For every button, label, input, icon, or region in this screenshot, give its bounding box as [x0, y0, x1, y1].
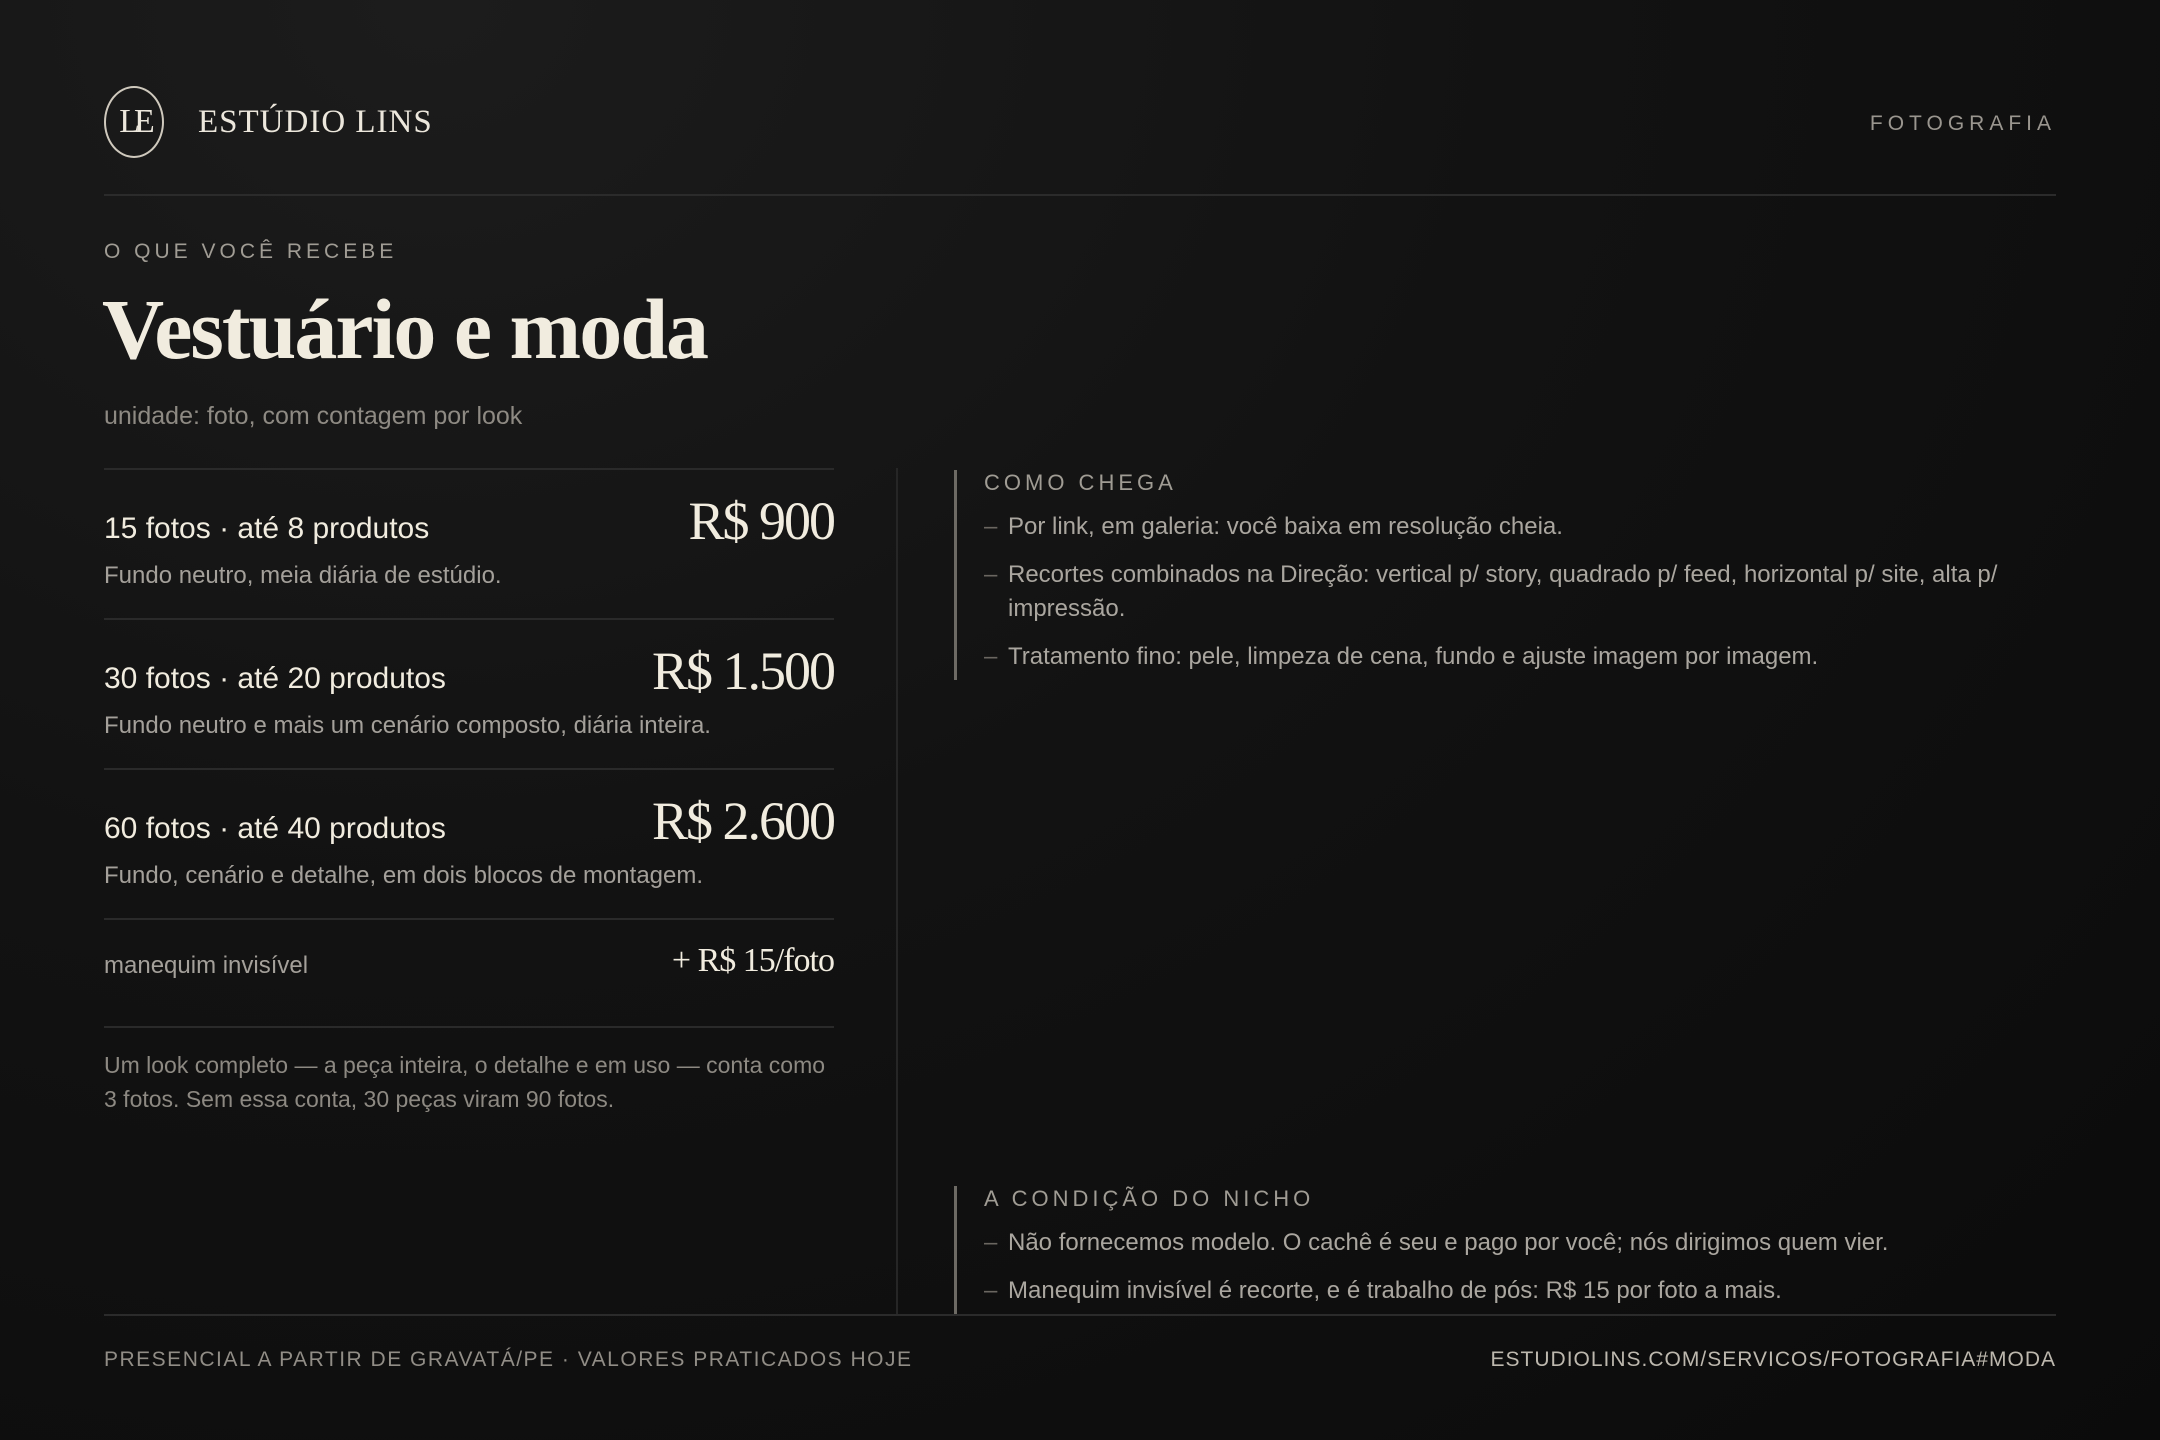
list-item: – Por link, em galeria: você baixa em resolução cheia.	[984, 510, 2054, 544]
delivery-list	[984, 510, 2054, 674]
packages-column	[104, 468, 834, 1116]
block-heading: A CONDIÇÃO DO NICHO	[984, 1186, 1315, 1211]
list-item: – Tratamento fino: pele, limpeza de cena, fundo e ajuste imagem por imagem.	[984, 640, 2054, 674]
look-note: Um look completo — a peça inteira, o detalhe e em uso — conta como 3 fotos. Sem essa conta, 30 peças viram 90 fotos.	[104, 1026, 834, 1116]
package-row	[104, 468, 834, 618]
page-title: Vestuário e moda	[102, 281, 708, 377]
page-header	[104, 86, 2056, 196]
addon-price: + R$ 15/foto	[671, 942, 834, 979]
package-row	[104, 618, 834, 768]
list-item: – Recortes combinados na Direção: vertical p/ story, quadrado p/ feed, horizontal p/ site, alta p/ impressão.	[984, 558, 2054, 626]
package-description: Fundo, cenário e detalhe, em dois blocos de montagem.	[104, 862, 704, 889]
package-price: R$ 900	[688, 491, 834, 551]
package-title: 60 fotos · até 40 produtos	[104, 812, 446, 845]
package-row	[104, 768, 834, 918]
block-heading: COMO CHEGA	[984, 470, 1177, 495]
footer-note: PRESENCIAL A PARTIR DE GRAVATÁ/PE · VALORES PRATICADOS HOJE	[104, 1348, 913, 1371]
header-divider	[104, 194, 2056, 196]
package-price: R$ 2.600	[651, 791, 834, 851]
package-description: Fundo neutro, meia diária de estúdio.	[104, 562, 502, 589]
footer-url-link[interactable]: ESTUDIOLINS.COM/SERVICOS/FOTOGRAFIA#MODA	[1490, 1348, 2056, 1371]
brand-logo: LE	[104, 86, 164, 158]
addon-label: manequim invisível	[104, 952, 309, 979]
list-item: – Não fornecemos modelo. O cachê é seu e pago por você; nós dirigimos quem vier.	[984, 1226, 2054, 1260]
addon-row	[104, 918, 834, 1026]
footer-divider	[104, 1314, 2056, 1316]
section-label: FOTOGRAFIA	[1869, 112, 2056, 135]
package-price: R$ 1.500	[651, 641, 834, 701]
como-chega-block	[954, 470, 2054, 688]
column-divider	[896, 468, 898, 1314]
dash-icon: –	[984, 561, 998, 588]
condition-list	[984, 1226, 2054, 1308]
brand-name: ESTÚDIO LINS	[198, 103, 433, 140]
list-item: – Manequim invisível é recorte, e é trabalho de pós: R$ 15 por foto a mais.	[984, 1274, 2054, 1308]
dash-icon: –	[984, 1277, 998, 1304]
eyebrow: O QUE VOCÊ RECEBE	[104, 240, 398, 263]
unit-caption: unidade: foto, com contagem por look	[104, 402, 523, 430]
dash-icon: –	[984, 643, 998, 670]
brand[interactable]	[104, 86, 433, 158]
dash-icon: –	[984, 513, 998, 540]
block-accent-bar	[954, 470, 957, 680]
dash-icon: –	[984, 1229, 998, 1256]
block-accent-bar	[954, 1186, 957, 1314]
package-title: 15 fotos · até 8 produtos	[104, 512, 430, 545]
package-title: 30 fotos · até 20 produtos	[104, 662, 446, 695]
package-description: Fundo neutro e mais um cenário composto, diária inteira.	[104, 712, 711, 739]
condicao-block	[954, 1186, 2054, 1322]
